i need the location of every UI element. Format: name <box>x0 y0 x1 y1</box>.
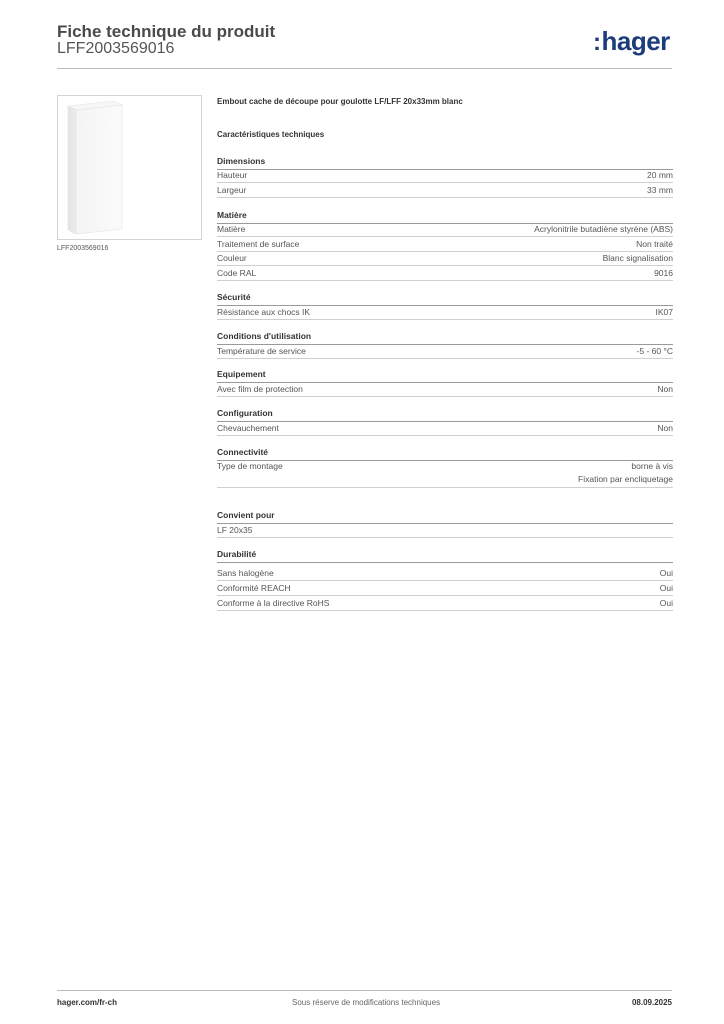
spec-row <box>217 251 673 266</box>
section-title: Matière <box>217 210 673 224</box>
spec-value: Blanc signalisation <box>602 253 673 263</box>
spec-value: 9016 <box>654 268 673 278</box>
footer-divider <box>57 990 672 991</box>
spec-row <box>217 421 673 436</box>
section-title: Connectivité <box>217 447 673 461</box>
spec-label: Conforme à la directive RoHS <box>217 598 330 608</box>
section-title: Conditions d'utilisation <box>217 331 673 345</box>
spec-label: Matière <box>217 224 246 234</box>
spec-value: Non traité <box>636 239 673 249</box>
spec-value: Oui <box>659 598 673 608</box>
spec-value: Non <box>657 423 673 433</box>
spec-label: Résistance aux chocs IK <box>217 307 311 317</box>
product-description: Embout cache de découpe pour goulotte LF/LFF 20x33mm blanc <box>217 97 463 106</box>
footer-date: 08.09.2025 <box>631 998 672 1007</box>
section-title: Configuration <box>217 408 673 422</box>
spec-label: Couleur <box>217 253 247 263</box>
spec-label: Sans halogène <box>217 568 274 578</box>
spec-row <box>217 168 673 183</box>
spec-value: 20 mm <box>647 170 673 180</box>
spec-row <box>217 266 673 281</box>
footer-disclaimer: Sous réserve de modifications techniques <box>292 998 441 1007</box>
spec-value: 33 mm <box>647 185 673 195</box>
spec-label: Température de service <box>217 346 306 356</box>
header-divider <box>57 68 672 69</box>
product-image-caption: LFF2003569016 <box>57 245 109 252</box>
spec-row <box>217 222 673 237</box>
spec-label: Avec film de protection <box>217 384 303 394</box>
spec-row <box>217 382 673 397</box>
spec-row <box>217 344 673 359</box>
footer-website-link[interactable]: hager.com/fr-ch <box>57 998 118 1007</box>
spec-value: Oui <box>659 583 673 593</box>
spec-row <box>217 305 673 320</box>
product-image-graphic <box>58 96 201 239</box>
product-image <box>57 95 202 240</box>
spec-row <box>217 596 673 611</box>
section-title: Sécurité <box>217 292 673 306</box>
spec-label: Conformité REACH <box>217 583 291 593</box>
spec-value: Acrylonitrile butadiène styrène (ABS) <box>534 224 673 234</box>
spec-row <box>217 566 673 581</box>
hager-logo: :hager <box>593 26 670 56</box>
logo-text: hager <box>601 26 670 56</box>
spec-value: Oui <box>659 568 673 578</box>
spec-label: Traitement de surface <box>217 239 300 249</box>
spec-row <box>217 581 673 596</box>
spec-row <box>217 237 673 252</box>
spec-value: -5 - 60 °C <box>636 346 673 356</box>
spec-value: Non <box>657 384 673 394</box>
spec-value: IK07 <box>655 307 673 317</box>
spec-row <box>217 523 673 538</box>
product-reference: LFF2003569016 <box>57 40 175 57</box>
specs-heading: Caractéristiques techniques <box>217 130 325 139</box>
section-title: Equipement <box>217 369 673 383</box>
spec-row <box>217 459 673 488</box>
spec-label: Type de montage <box>217 461 283 471</box>
spec-value-secondary: Fixation par encliquetage <box>578 474 673 484</box>
spec-label: Code RAL <box>217 268 257 278</box>
section-title: Dimensions <box>217 156 673 170</box>
spec-value: borne à vis <box>631 461 673 471</box>
spec-label: LF 20x35 <box>217 525 253 535</box>
section-title: Durabilité <box>217 549 673 563</box>
section-title: Convient pour <box>217 510 673 524</box>
spec-label: Largeur <box>217 185 247 195</box>
page-title: Fiche technique du produit <box>57 22 276 41</box>
spec-label: Chevauchement <box>217 423 279 433</box>
spec-row <box>217 183 673 198</box>
spec-label: Hauteur <box>217 170 248 180</box>
